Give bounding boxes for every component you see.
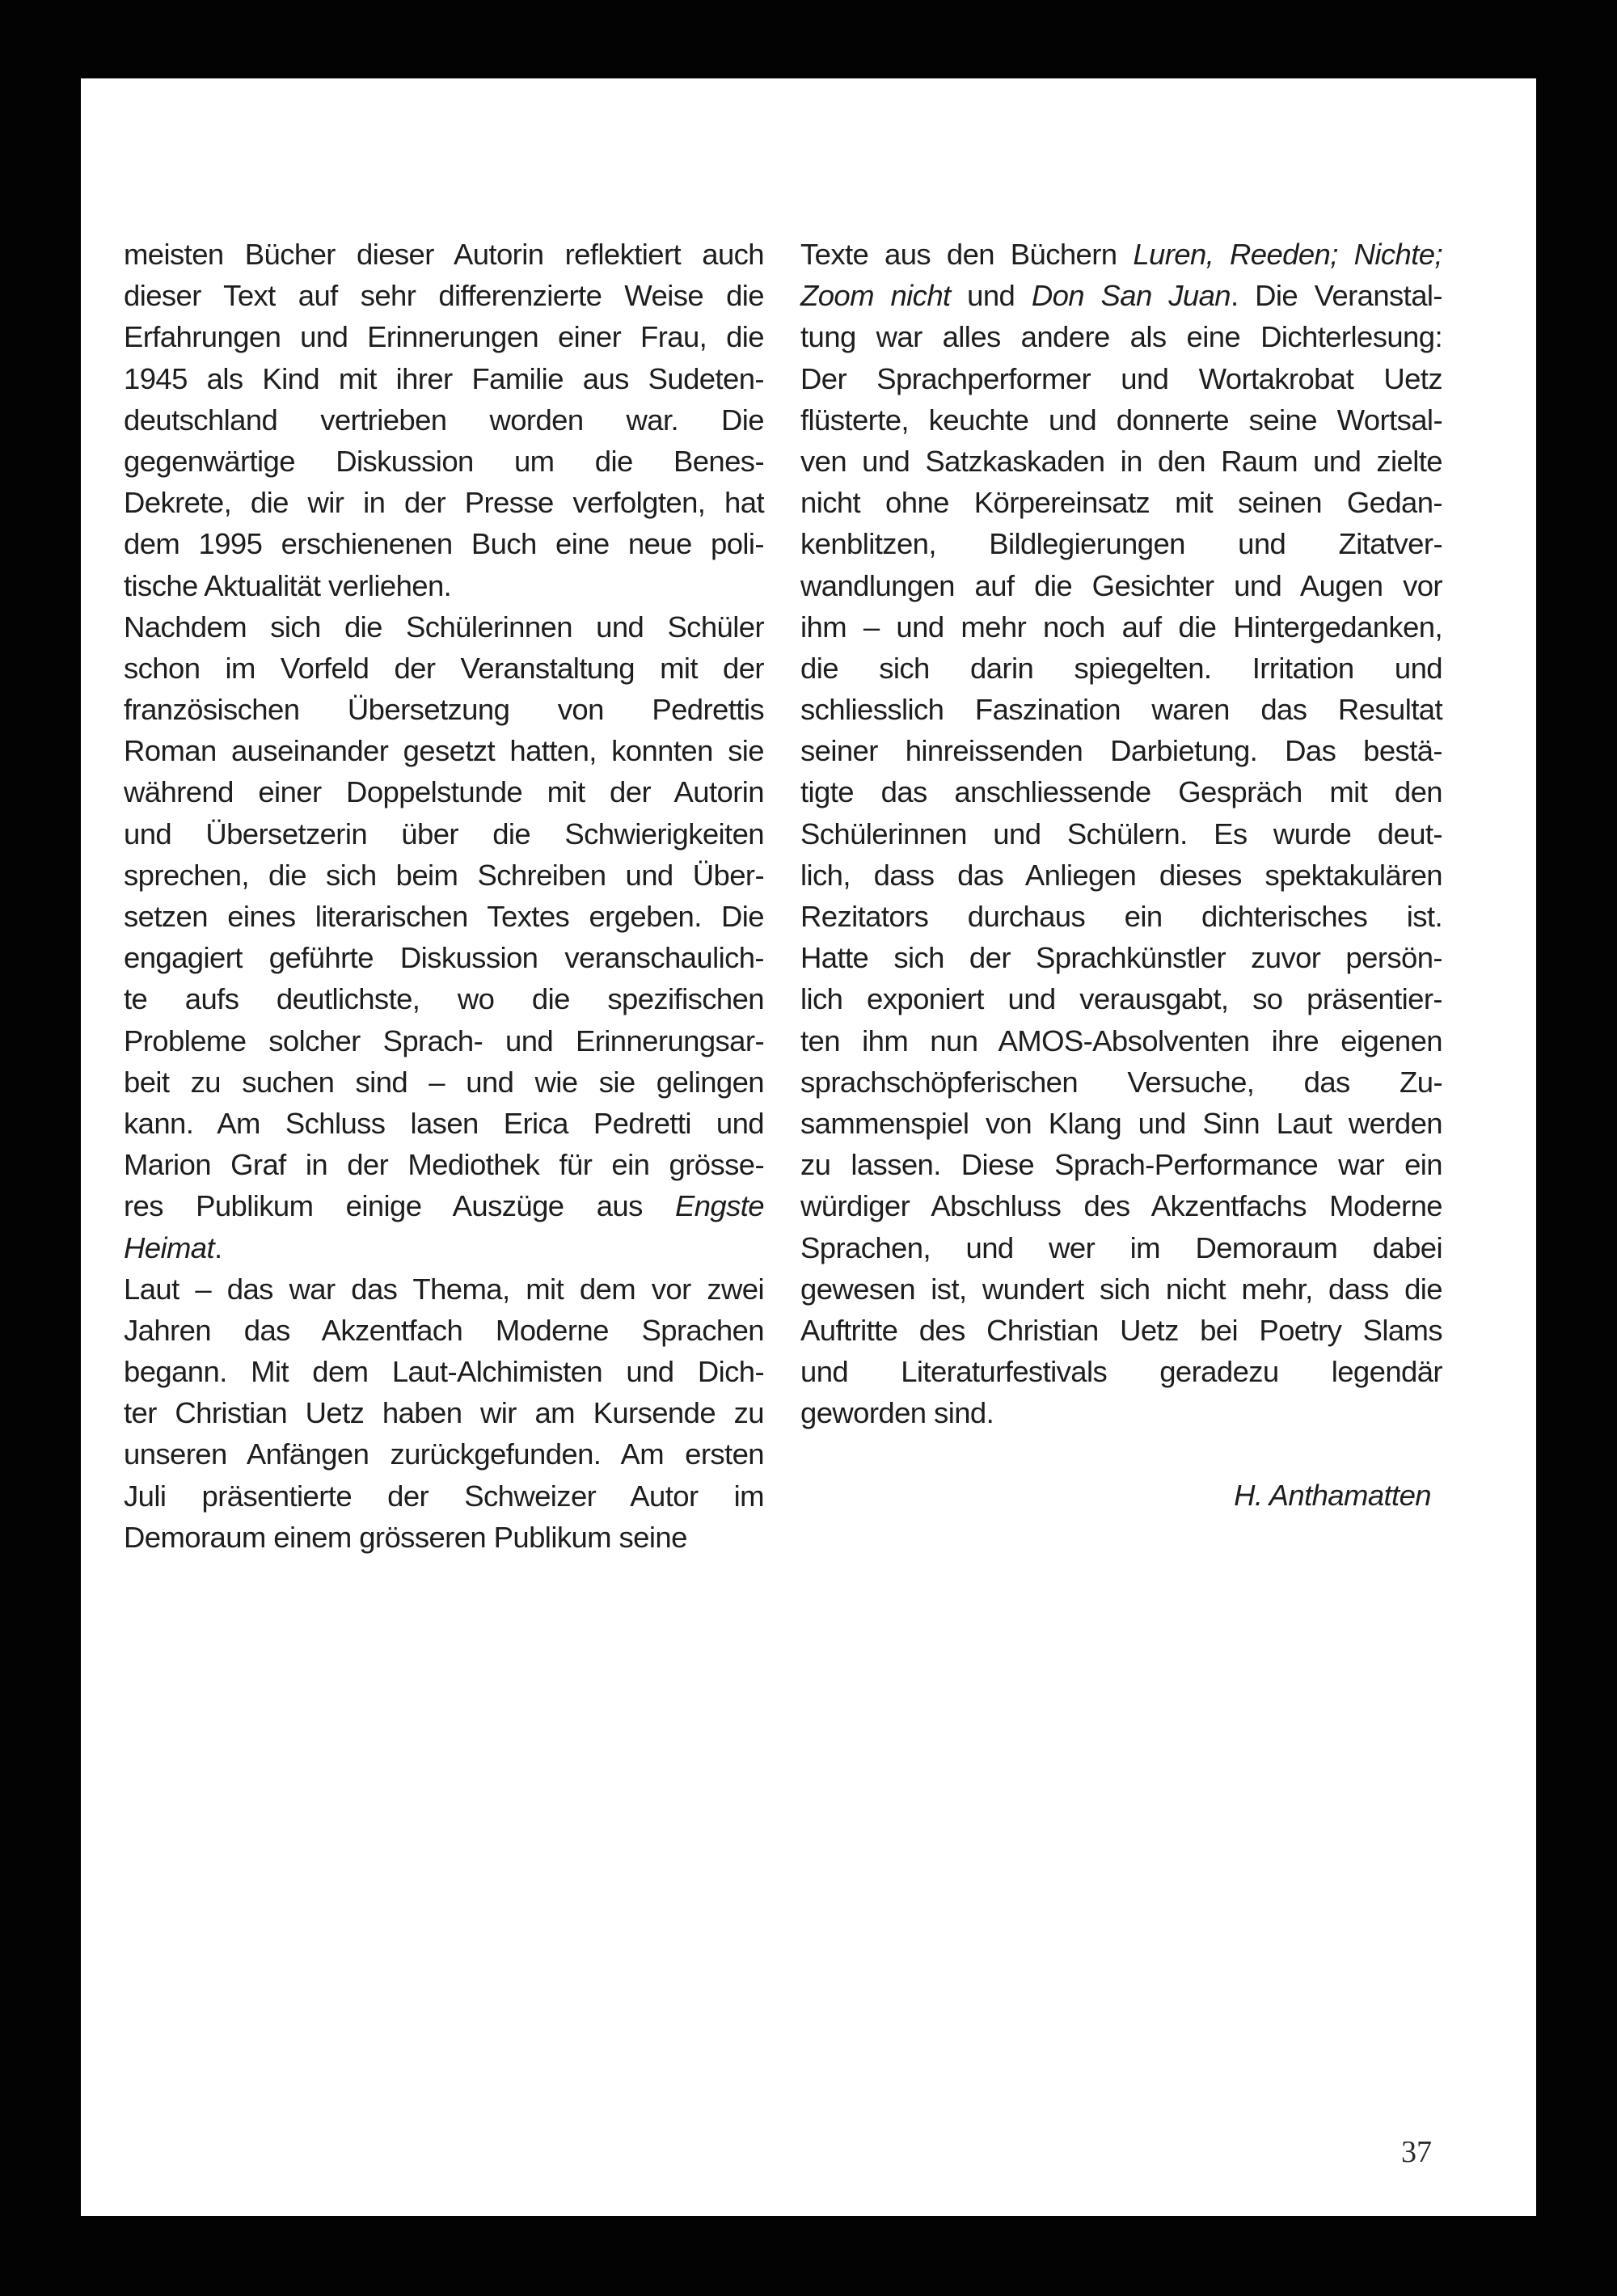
- text-line: [800, 1185, 1442, 1226]
- text-line: [124, 1517, 764, 1558]
- text-line: [800, 648, 1442, 689]
- text-segment: würdiger Abschluss des Akzentfachs Moderne: [800, 1189, 1442, 1223]
- text-segment: nicht ohne Körpereinsatz mit seinen Gedan-: [800, 486, 1442, 520]
- text-line: [800, 730, 1442, 771]
- text-line: [124, 1475, 764, 1517]
- text-segment: kann. Am Schluss lasen Erica Pedretti und: [124, 1106, 764, 1140]
- text-line: [124, 1103, 764, 1144]
- text-segment: geworden sind.: [800, 1396, 994, 1430]
- text-segment: wandlungen auf die Gesichter und Augen vor: [800, 568, 1442, 602]
- text-line: [124, 648, 764, 689]
- text-segment: ter Christian Uetz haben wir am Kursende zu: [124, 1396, 764, 1430]
- italic-title: Don San Juan: [1031, 279, 1231, 313]
- text-segment: meisten Bücher dieser Autorin reflektiert auch: [124, 238, 764, 271]
- text-segment: Erfahrungen und Erinnerungen einer Frau, die: [124, 320, 764, 354]
- page-number: 37: [1401, 2135, 1432, 2169]
- text-segment: tung war alles andere als eine Dichterlesung:: [800, 320, 1442, 354]
- text-line: [124, 1144, 764, 1185]
- text-line: [800, 896, 1442, 937]
- text-line: [124, 1433, 764, 1475]
- text-segment: . Die Veranstal-: [1231, 279, 1442, 313]
- text-line: [124, 275, 764, 316]
- text-segment: Auftritte des Christian Uetz bei Poetry Slams: [800, 1313, 1442, 1347]
- document-page: [81, 78, 1536, 2216]
- text-line: [800, 1351, 1442, 1392]
- text-segment: während einer Doppelstunde mit der Autorin: [124, 775, 764, 809]
- text-line: [124, 565, 764, 606]
- text-segment: deutschland vertrieben worden war. Die: [124, 403, 764, 437]
- text-segment: setzen eines literarischen Textes ergeben. Die: [124, 900, 764, 933]
- text-segment: res Publikum einige Auszüge aus: [124, 1189, 675, 1223]
- left-text-column: [124, 234, 764, 1558]
- text-line: [800, 1144, 1442, 1185]
- text-segment: begann. Mit dem Laut-Alchimisten und Dich-: [124, 1355, 764, 1389]
- text-segment: 1945 als Kind mit ihrer Familie aus Sudeten-: [124, 361, 764, 395]
- text-segment: schliesslich Faszination waren das Resultat: [800, 693, 1442, 727]
- text-line: [800, 316, 1442, 357]
- text-segment: gewesen ist, wundert sich nicht mehr, dass die: [800, 1272, 1442, 1306]
- italic-title: Engste: [674, 1189, 764, 1223]
- text-line: [800, 1227, 1442, 1268]
- paragraph: [800, 234, 1442, 1433]
- text-line: [124, 896, 764, 937]
- text-segment: französischen Übersetzung von Pedrettis: [124, 693, 764, 727]
- paragraph: [124, 234, 764, 606]
- text-segment: zu lassen. Diese Sprach-Performance war ein: [800, 1148, 1442, 1182]
- text-line: [800, 1310, 1442, 1351]
- text-line: [124, 771, 764, 812]
- text-line: [124, 730, 764, 771]
- text-segment: Der Sprachperformer und Wortakrobat Uetz: [800, 361, 1442, 395]
- text-line: [124, 234, 764, 275]
- text-segment: Probleme solcher Sprach- und Erinnerungsar-: [124, 1023, 764, 1057]
- text-segment: Nachdem sich die Schülerinnen und Schüler: [124, 610, 764, 644]
- text-segment: dem 1995 erschienenen Buch eine neue poli-: [124, 527, 764, 561]
- text-segment: Demoraum einem grösseren Publikum seine: [124, 1520, 687, 1554]
- text-line: [124, 855, 764, 896]
- text-segment: tigte das anschliessende Gespräch mit den: [800, 775, 1442, 809]
- text-segment: Hatte sich der Sprachkünstler zuvor persön-: [800, 941, 1442, 975]
- text-line: [800, 813, 1442, 855]
- text-segment: und Übersetzerin über die Schwierigkeiten: [124, 817, 764, 850]
- text-line: [124, 1310, 764, 1351]
- text-line: [800, 275, 1442, 316]
- text-line: [124, 1020, 764, 1061]
- text-line: [800, 1061, 1442, 1103]
- text-segment: Schülerinnen und Schülern. Es wurde deut-: [800, 817, 1442, 850]
- text-segment: Sprachen, und wer im Demoraum dabei: [800, 1230, 1442, 1264]
- text-segment: ihm – und mehr noch auf die Hintergedanken,: [800, 610, 1442, 644]
- text-line: [800, 482, 1442, 523]
- text-line: [800, 1020, 1442, 1061]
- text-line: [800, 606, 1442, 648]
- text-line: [800, 978, 1442, 1019]
- text-line: [124, 441, 764, 482]
- text-segment: unseren Anfängen zurückgefunden. Am ersten: [124, 1437, 764, 1471]
- text-line: [800, 689, 1442, 730]
- text-line: [800, 565, 1442, 606]
- text-segment: ten ihm nun AMOS-Absolventen ihre eigenen: [800, 1023, 1442, 1057]
- text-segment: und Literaturfestivals geradezu legendär: [800, 1355, 1442, 1389]
- text-line: [800, 399, 1442, 441]
- text-segment: beit zu suchen sind – und wie sie gelingen: [124, 1065, 764, 1099]
- text-line: [124, 482, 764, 523]
- text-line: [800, 937, 1442, 978]
- italic-title: Luren, Reeden; Nichte;: [1133, 238, 1442, 271]
- text-segment: Rezitators durchaus ein dichterisches ist.: [800, 900, 1442, 933]
- text-segment: te aufs deutlichste, wo die spezifischen: [124, 982, 764, 1016]
- text-segment: Texte aus den Büchern: [800, 238, 1134, 271]
- text-line: [124, 1268, 764, 1310]
- text-segment: gegenwärtige Diskussion um die Benes-: [124, 444, 764, 478]
- text-line: [124, 523, 764, 564]
- text-segment: Laut – das war das Thema, mit dem vor zwei: [124, 1272, 764, 1306]
- text-line: [800, 441, 1442, 482]
- text-segment: Marion Graf in der Mediothek für ein grösse-: [124, 1148, 764, 1182]
- text-line: [124, 1061, 764, 1103]
- text-line: [124, 358, 764, 399]
- text-segment: die sich darin spiegelten. Irritation und: [800, 651, 1442, 685]
- paragraph: [124, 606, 764, 1268]
- text-segment: ven und Satzkaskaden in den Raum und zielte: [800, 444, 1442, 478]
- text-segment: Jahren das Akzentfach Moderne Sprachen: [124, 1313, 764, 1347]
- text-segment: flüsterte, keuchte und donnerte seine Wortsal-: [800, 403, 1442, 437]
- paragraph: [124, 1268, 764, 1558]
- text-line: [124, 813, 764, 855]
- text-line: [124, 689, 764, 730]
- right-text-column: [800, 234, 1442, 1433]
- text-segment: dieser Text auf sehr differenzierte Weise die: [124, 279, 764, 313]
- text-line: [800, 855, 1442, 896]
- text-line: [124, 937, 764, 978]
- text-segment: Juli präsentierte der Schweizer Autor im: [124, 1479, 764, 1513]
- text-segment: Roman auseinander gesetzt hatten, konnten sie: [124, 734, 764, 768]
- text-line: [800, 1268, 1442, 1310]
- text-line: [800, 1103, 1442, 1144]
- text-line: [800, 523, 1442, 564]
- text-segment: lich, dass das Anliegen dieses spektakulären: [800, 858, 1442, 892]
- text-segment: sprechen, die sich beim Schreiben und Über-: [124, 858, 764, 892]
- text-line: [124, 978, 764, 1019]
- text-segment: schon im Vorfeld der Veranstaltung mit der: [124, 651, 764, 685]
- italic-title: Zoom nicht: [800, 279, 951, 313]
- text-segment: sammenspiel von Klang und Sinn Laut werden: [800, 1106, 1442, 1140]
- text-line: [800, 771, 1442, 812]
- text-segment: lich exponiert und verausgabt, so präsentier-: [800, 982, 1442, 1016]
- text-line: [800, 1392, 1442, 1433]
- text-segment: sprachschöpferischen Versuche, das Zu-: [800, 1065, 1442, 1099]
- text-line: [124, 399, 764, 441]
- text-segment: und: [950, 279, 1032, 313]
- text-segment: seiner hinreissenden Darbietung. Das bestä-: [800, 734, 1442, 768]
- text-segment: kenblitzen, Bildlegierungen und Zitatver-: [800, 527, 1442, 561]
- text-line: [800, 358, 1442, 399]
- text-segment: tische Aktualität verliehen.: [124, 568, 452, 602]
- author-signature: H. Anthamatten: [1234, 1479, 1431, 1512]
- text-line: [124, 1227, 764, 1268]
- text-line: [124, 316, 764, 357]
- text-line: [124, 606, 764, 648]
- text-line: [124, 1185, 764, 1226]
- text-line: [124, 1351, 764, 1392]
- italic-title: Heimat: [124, 1230, 215, 1264]
- text-segment: engagiert geführte Diskussion veranschaulich-: [124, 941, 764, 975]
- text-line: [800, 234, 1442, 275]
- text-line: [124, 1392, 764, 1433]
- text-segment: Dekrete, die wir in der Presse verfolgten, hat: [124, 486, 764, 520]
- text-segment: .: [214, 1230, 222, 1264]
